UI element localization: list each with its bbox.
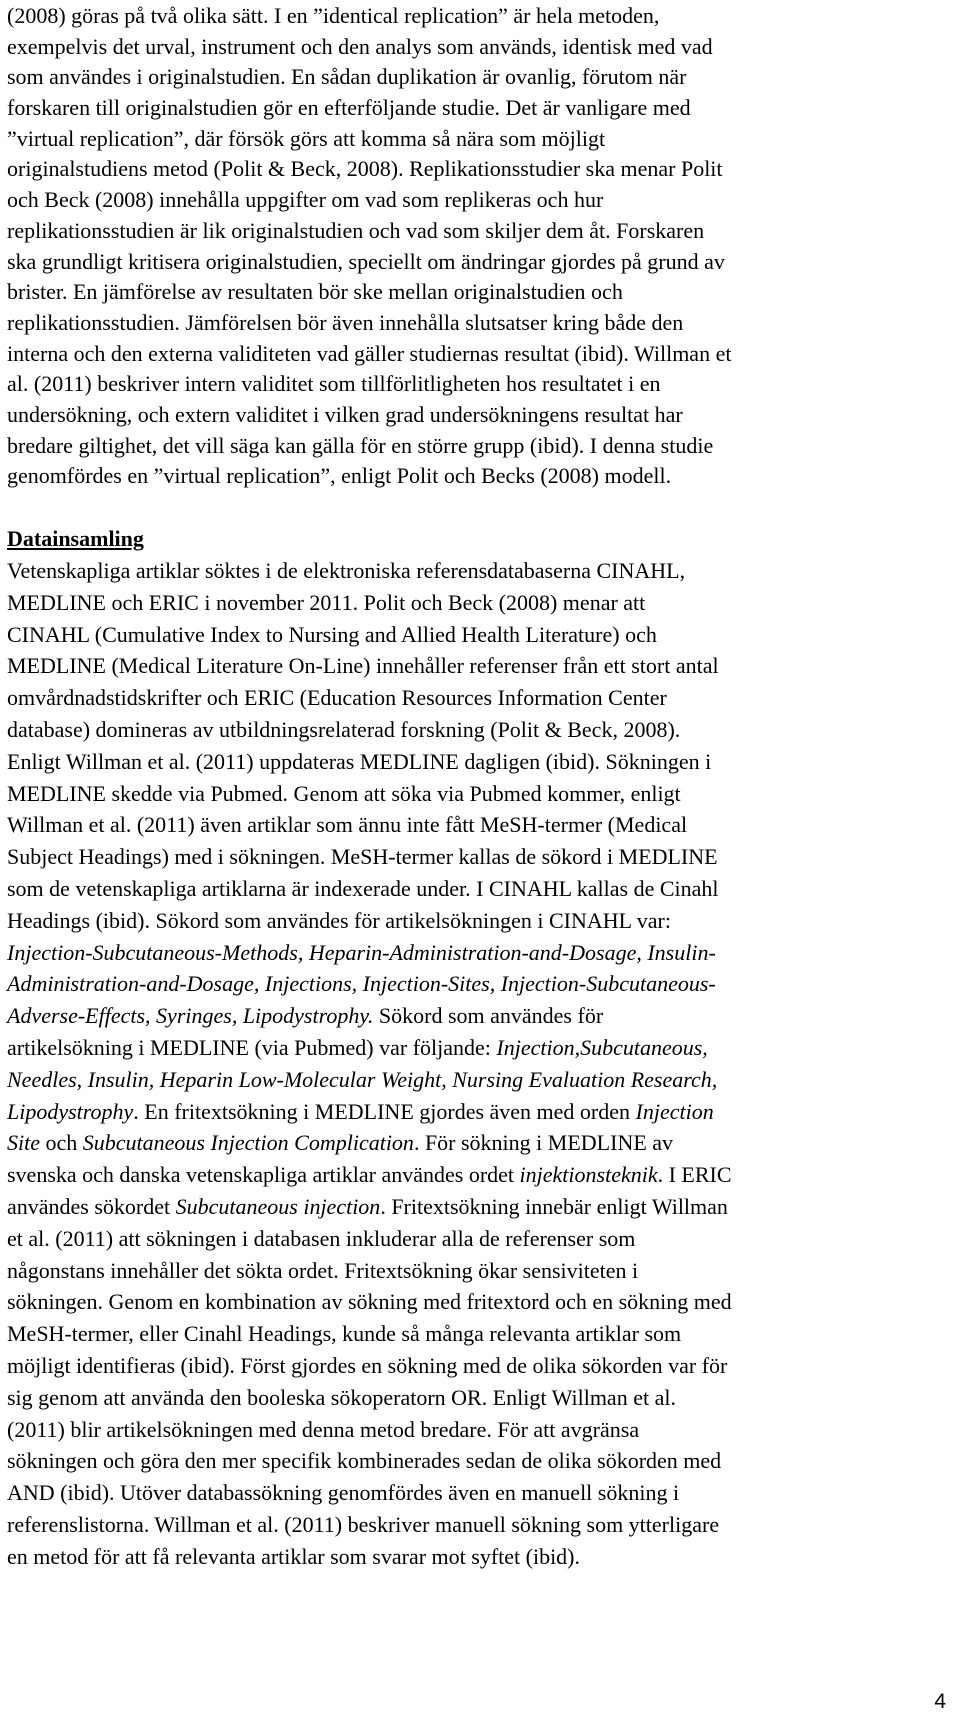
text-line (7, 1032, 953, 1064)
text-line: Subject Headings) med i sökningen. MeSH-termer kallas de sökord i MEDLINE (7, 844, 718, 870)
text-span: artikelsökning i MEDLINE (via Pubmed) var följande: (7, 1034, 497, 1060)
search-terms-span: Site (7, 1130, 40, 1156)
text-span: svenska och danska vetenskapliga artiklar användes ordet (7, 1162, 520, 1188)
text-span: Sökord som användes för (373, 1003, 604, 1029)
text-line: som de vetenskapliga artiklarna är indexerade under. I CINAHL kallas de Cinahl (7, 875, 719, 901)
text-line: sökningen. Genom en kombination av sökning med fritextord och en sökning med (7, 1289, 732, 1315)
text-line: (2008) göras på två olika sätt. I en ”identical replication” är hela metoden, (7, 3, 660, 28)
paragraph-data-collection (7, 555, 953, 1573)
search-terms-line: Injection-Subcutaneous-Methods, Heparin-Administration-and-Dosage, Insulin- (7, 939, 716, 965)
text-line: en metod för att få relevanta artiklar som svarar mot syftet (ibid). (7, 1543, 581, 1569)
text-line: referenslistorna. Willman et al. (2011) beskriver manuell sökning som ytterligare (7, 1511, 720, 1537)
text-line: CINAHL (Cumulative Index to Nursing and Allied Health Literature) och (7, 621, 657, 647)
paragraph-replication (7, 1, 953, 492)
text-line (7, 1159, 953, 1191)
text-line (7, 1000, 953, 1032)
text-line: Enligt Willman et al. (2011) uppdateras MEDLINE dagligen (ibid). Sökningen i (7, 748, 712, 774)
text-line: replikationsstudien är lik originalstudien och vad som skiljer dem åt. Forskaren (7, 217, 705, 243)
text-line: sig genom att använda den booleska sökoperatorn OR. Enligt Willman et al. (7, 1384, 676, 1410)
search-terms-span: Injection (635, 1098, 714, 1124)
search-terms-span: Subcutaneous injection (175, 1193, 381, 1219)
page-number: 4 (934, 1690, 946, 1713)
text-line: undersökning, och extern validitet i vilken grad undersökningens resultat har (7, 401, 683, 427)
text-line: sökningen och göra den mer specifik kombinerades sedan de olika sökorden med (7, 1448, 722, 1474)
text-line: och Beck (2008) innehålla uppgifter om vad som replikeras och hur (7, 187, 604, 213)
document-page (7, 0, 953, 1573)
text-line: Vetenskapliga artiklar söktes i de elektroniska referensdatabaserna CINAHL, (7, 558, 686, 583)
text-line: MeSH-termer, eller Cinahl Headings, kunde så många relevanta artiklar som (7, 1321, 682, 1347)
text-line: ”virtual replication”, där försök görs att komma så nära som möjligt (7, 125, 606, 151)
text-span: . För sökning i MEDLINE av (413, 1130, 674, 1156)
text-line: database) domineras av utbildningsrelaterad forskning (Polit & Beck, 2008). (7, 716, 681, 742)
section-heading: Datainsamling (7, 526, 144, 551)
search-terms-span: Lipodystrophy (7, 1098, 134, 1124)
text-line: omvårdnadstidskrifter och ERIC (Education Resources Information Center (7, 685, 667, 711)
text-line (7, 1191, 953, 1223)
search-terms-line: Needles, Insulin, Heparin Low-Molecular Weight, Nursing Evaluation Research, (7, 1066, 718, 1092)
text-line: replikationsstudien. Jämförelsen bör även innehålla slutsatser kring både den (7, 309, 684, 335)
text-line: forskaren till originalstudien gör en efterföljande studie. Det är vanligare med (7, 95, 691, 121)
text-line: al. (2011) beskriver intern validitet som tillförlitligheten hos resultatet i en (7, 371, 661, 397)
text-line: MEDLINE skedde via Pubmed. Genom att söka via Pubmed kommer, enligt (7, 780, 681, 806)
text-line: originalstudiens metod (Polit & Beck, 2008). Replikationsstudier ska menar Polit (7, 156, 723, 182)
text-line: Willman et al. (2011) även artiklar som ännu inte fått MeSH-termer (Medical (7, 812, 688, 838)
search-terms-line: Administration-and-Dosage, Injections, Injection-Sites, Injection-Subcutaneous- (7, 971, 716, 997)
text-span: och (40, 1130, 83, 1156)
search-terms-span: injektionsteknik (519, 1162, 658, 1188)
text-line (7, 1127, 953, 1159)
text-line: ska grundligt kritisera originalstudien, speciellt om ändringar gjordes på grund av (7, 248, 725, 274)
text-line: (2011) blir artikelsökningen med denna metod bredare. För att avgränsa (7, 1416, 640, 1442)
text-line: brister. En jämförelse av resultaten bör ske mellan originalstudien och (7, 279, 623, 305)
text-line: MEDLINE och ERIC i november 2011. Polit och Beck (2008) menar att (7, 589, 646, 615)
text-line: som användes i originalstudien. En sådan duplikation är ovanlig, förutom när (7, 64, 687, 90)
text-line: någonstans innehåller det sökta ordet. Fritextsökning ökar sensiviteten i (7, 1257, 639, 1283)
search-terms-span: Subcutaneous Injection Complication (82, 1130, 414, 1156)
search-terms-span: Injection,Subcutaneous, (496, 1034, 708, 1060)
text-line: exempelvis det urval, instrument och den analys som används, identisk med vad (7, 33, 713, 59)
text-span: användes sökordet (7, 1193, 176, 1219)
text-line: AND (ibid). Utöver databassökning genomfördes även en manuell sökning i (7, 1480, 680, 1506)
text-line: bredare giltighet, det vill säga kan gälla för en större grupp (ibid). I denna studie (7, 432, 714, 458)
text-line (7, 1096, 953, 1128)
text-line: interna och den externa validiteten vad gäller studiernas resultat (ibid). Willman et (7, 340, 732, 366)
text-line: Headings (ibid). Sökord som användes för artikelsökningen i CINAHL var: (7, 907, 671, 933)
text-line: möjligt identifieras (ibid). Först gjordes en sökning med de olika sökorden var för (7, 1352, 728, 1378)
text-line: et al. (2011) att sökningen i databasen inkluderar alla de referenser som (7, 1225, 636, 1251)
text-span: . I ERIC (657, 1162, 732, 1188)
text-span: . Fritextsökning innebär enligt Willman (380, 1193, 728, 1219)
search-terms-span: Adverse-Effects, Syringes, Lipodystrophy. (7, 1003, 374, 1029)
text-line: MEDLINE (Medical Literature On-Line) innehåller referenser från ett stort antal (7, 653, 719, 679)
text-line: genomfördes en ”virtual replication”, enligt Polit och Becks (2008) modell. (7, 463, 672, 489)
text-span: . En fritextsökning i MEDLINE gjordes även med orden (133, 1098, 636, 1124)
